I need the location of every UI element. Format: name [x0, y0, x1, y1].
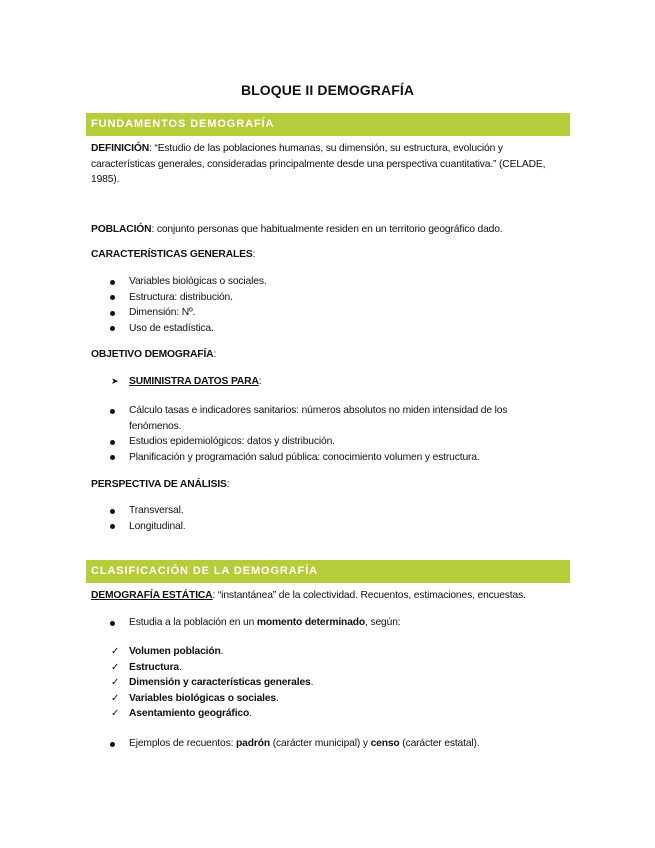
list-item: ✓ Estructura.	[91, 660, 561, 676]
list-item: Variables biológicas o sociales.	[91, 274, 561, 290]
list-item: Planificación y programación salud pública: conocimiento volumen y estructura.	[91, 450, 561, 466]
check-icon: ✓	[111, 646, 120, 657]
list-item: Uso de estadística.	[91, 321, 561, 337]
poblacion-text: : conjunto personas que habitualmente residen en un territorio geográfico dado.	[151, 224, 503, 235]
list-item: ✓ Variables biológicas o sociales.	[91, 691, 561, 707]
estatica-list	[91, 615, 561, 631]
perspectiva-colon: :	[226, 479, 230, 490]
list-item: ✓ Asentamiento geográfico.	[91, 706, 561, 722]
list-item: Transversal.	[91, 503, 561, 519]
definicion-text: : “Estudio de las poblaciones humanas, su dimensión, su estructura, evolución y características generales, consideradas principalmente desde una perspectiva cuantitativa.” (CELADE, 1985).	[91, 143, 546, 185]
estatica-checklist	[91, 644, 561, 722]
estatica-paragraph	[91, 588, 561, 604]
list-item: Cálculo tasas e indicadores sanitarios: números absolutos no miden intensidad de los fenómenos.	[91, 403, 561, 434]
bullet-dot-icon	[110, 280, 115, 285]
section-header-clasificacion: CLASIFICACIÓN DE LA DEMOGRAFÍA	[86, 560, 570, 583]
list-item: Ejemplos de recuentos: padrón (carácter municipal) y censo (carácter estatal).	[91, 736, 561, 752]
bullet-dot-icon	[110, 455, 115, 460]
definicion-paragraph	[91, 141, 561, 188]
objetivo-list	[91, 403, 561, 465]
list-item: Estudios epidemiológicos: datos y distribución.	[91, 434, 561, 450]
list-item: ✓ Volumen población.	[91, 644, 561, 660]
bullet-dot-icon	[110, 440, 115, 445]
objetivo-heading	[91, 347, 561, 363]
check-icon: ✓	[111, 677, 120, 688]
poblacion-label: POBLACIÓN	[91, 224, 152, 235]
list-item: Longitudinal.	[91, 519, 561, 535]
bullet-dot-icon	[110, 509, 115, 514]
ejemplos-list	[91, 736, 561, 752]
check-icon: ✓	[111, 708, 120, 719]
bullet-dot-icon	[110, 742, 115, 747]
bullet-dot-icon	[110, 621, 115, 626]
list-item	[91, 374, 561, 390]
objetivo-colon: :	[213, 349, 217, 360]
list-item: Estudia a la población en un momento determinado, según:	[91, 615, 561, 631]
perspectiva-label: PERSPECTIVA DE ANÁLISIS	[91, 479, 227, 490]
section-header-fundamentos: FUNDAMENTOS DEMOGRAFÍA	[86, 113, 570, 136]
list-item: Dimensión: Nº.	[91, 305, 561, 321]
suministra-label: SUMINISTRA DATOS PARA	[129, 376, 259, 387]
check-icon: ✓	[111, 661, 120, 673]
definicion-label: DEFINICIÓN	[91, 143, 149, 154]
caracteristicas-list	[91, 274, 561, 336]
suministra-colon: :	[258, 376, 262, 387]
objetivo-label: OBJETIVO DEMOGRAFÍA	[91, 349, 214, 360]
estatica-label: DEMOGRAFÍA ESTÁTICA	[91, 590, 213, 601]
bullet-dot-icon	[110, 326, 115, 331]
perspectiva-list	[91, 503, 561, 534]
arrow-bullet-icon: ➤	[111, 376, 119, 386]
bullet-dot-icon	[110, 311, 115, 316]
bullet-dot-icon	[110, 409, 115, 414]
caracteristicas-label: CARACTERÍSTICAS GENERALES	[91, 249, 253, 260]
caracteristicas-heading	[91, 247, 561, 263]
estatica-text: : “instantánea” de la colectividad. Recuentos, estimaciones, encuestas.	[212, 590, 526, 601]
list-item: ✓ Dimensión y características generales.	[91, 675, 561, 691]
caracteristicas-colon: :	[252, 249, 256, 260]
perspectiva-heading	[91, 477, 561, 493]
check-icon: ✓	[111, 692, 120, 704]
objetivo-sublist	[91, 374, 561, 390]
page-title: BLOQUE II DEMOGRAFÍA	[240, 82, 415, 98]
list-item: Estructura: distribución.	[91, 290, 561, 306]
poblacion-paragraph	[91, 222, 561, 238]
bullet-dot-icon	[110, 524, 115, 529]
bullet-dot-icon	[110, 295, 115, 300]
